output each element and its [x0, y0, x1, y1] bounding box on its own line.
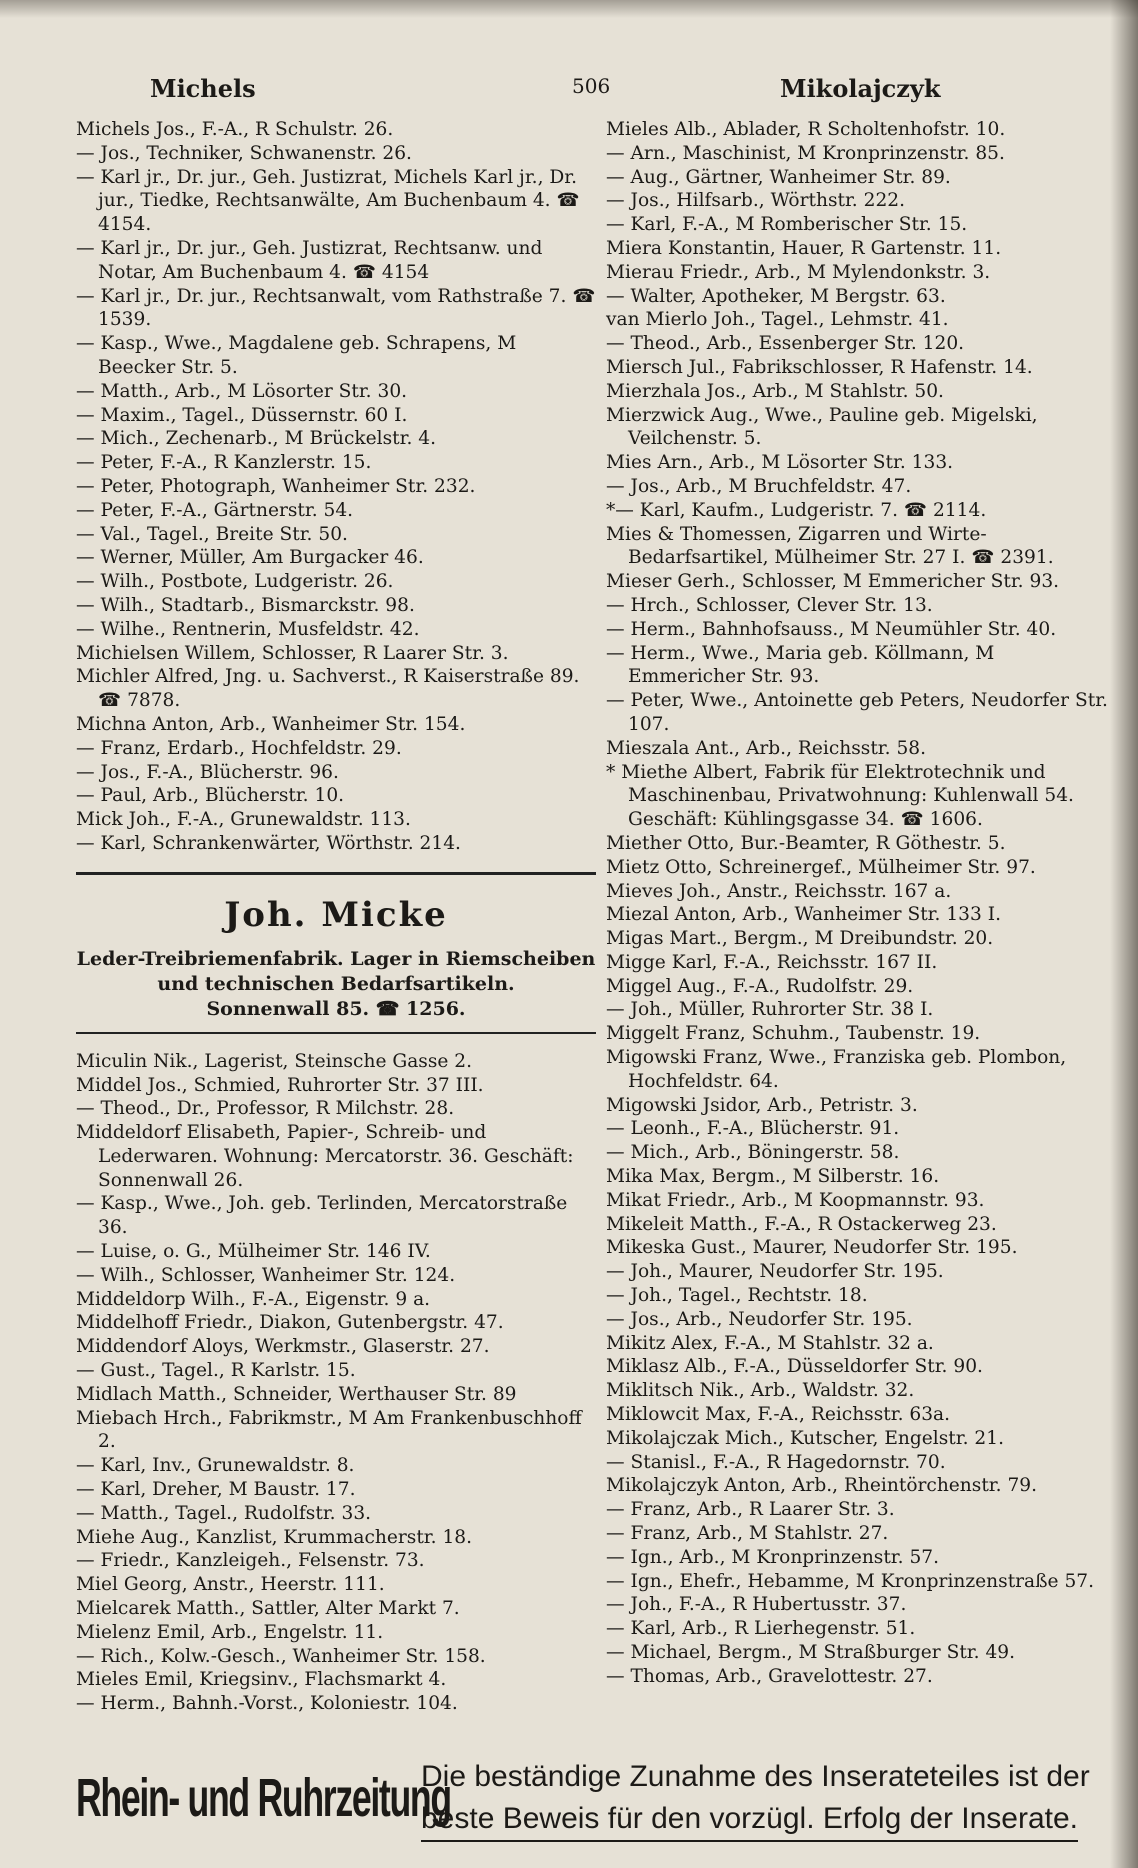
directory-entry: Mika Max, Bergm., M Silberstr. 16.: [606, 1166, 940, 1188]
directory-entry: Migowski Jsidor, Arb., Petristr. 3.: [606, 1094, 918, 1116]
page-number: 506: [572, 74, 611, 98]
directory-entry: Mikeska Gust., Maurer, Neudorfer Str. 195.: [606, 1237, 1018, 1259]
directory-entry: — Jos., Arb., M Bruchfeldstr. 47.: [606, 475, 912, 497]
directory-entry: Mieser Gerh., Schlosser, M Emmericher Str. 93.: [606, 571, 1060, 593]
directory-entry: Midlach Matth., Schneider, Werthauser Str. 89: [76, 1383, 517, 1405]
directory-entry: — Jos., Techniker, Schwanenstr. 26.: [76, 142, 412, 164]
directory-entry: — Matth., Tagel., Rudolfstr. 33.: [76, 1502, 372, 1524]
directory-entry: — Jos., Hilfsarb., Wörthstr. 222.: [606, 190, 906, 212]
directory-entry: — Jos., F.-A., Blücherstr. 96.: [76, 761, 339, 783]
directory-entry: Miggelt Franz, Schuhm., Taubenstr. 19.: [606, 1023, 981, 1045]
directory-entry: Middendorf Aloys, Werkmstr., Glaserstr. 27.: [76, 1336, 490, 1358]
scan-top-shadow: [0, 0, 1138, 18]
left-column: [76, 118, 596, 1716]
directory-entry: — Karl, F.-A., M Romberischer Str. 15.: [606, 214, 968, 236]
directory-entry: — Arn., Maschinist, M Kronprinzenstr. 85.: [606, 142, 1005, 164]
footer-advertisement: [76, 1752, 1116, 1852]
directory-entry: — Herm., Wwe., Maria geb. Köllmann, M Emmericher Str. 93.: [606, 642, 995, 688]
directory-entry: — Leonh., F.-A., Blücherstr. 91.: [606, 1118, 900, 1140]
directory-entry: — Karl, Schrankenwärter, Wörthstr. 214.: [76, 832, 461, 854]
directory-entry: Mietz Otto, Schreinergef., Mülheimer Str. 97.: [606, 856, 1036, 878]
directory-entry: Michielsen Willem, Schlosser, R Laarer Str. 3.: [76, 642, 509, 664]
directory-entry: — Joh., Maurer, Neudorfer Str. 195.: [606, 1261, 944, 1283]
directory-entry: Michna Anton, Arb., Wanheimer Str. 154.: [76, 713, 466, 735]
directory-entry: Migas Mart., Bergm., M Dreibundstr. 20.: [606, 928, 994, 950]
directory-entry: — Theod., Dr., Professor, R Milchstr. 28.: [76, 1098, 455, 1120]
directory-entry: — Joh., Tagel., Rechtstr. 18.: [606, 1285, 868, 1307]
directory-entry: — Karl jr., Dr. jur., Geh. Justizrat, Rechtsanw. und Notar, Am Buchenbaum 4. ☎ 4154: [76, 237, 543, 283]
directory-entry: — Walter, Apotheker, M Bergstr. 63.: [606, 285, 946, 307]
directory-entry: Mikat Friedr., Arb., M Koopmannstr. 93.: [606, 1189, 985, 1211]
directory-entry: — Rich., Kolw.-Gesch., Wanheimer Str. 158.: [76, 1645, 486, 1667]
directory-entry: Miel Georg, Anstr., Heerstr. 111.: [76, 1574, 385, 1596]
directory-entry: — Luise, o. G., Mülheimer Str. 146 IV.: [76, 1241, 431, 1263]
running-header-right: Mikolajczyk: [780, 74, 941, 103]
directory-entry: Miehe Aug., Kanzlist, Krummacherstr. 18.: [76, 1526, 473, 1548]
directory-entry: — Peter, Photograph, Wanheimer Str. 232.: [76, 475, 476, 497]
directory-entry: Mikolajczyk Anton, Arb., Rheintörchenstr. 79.: [606, 1475, 1038, 1497]
directory-entry: Middelhoff Friedr., Diakon, Gutenbergstr. 47.: [76, 1312, 504, 1334]
directory-entry: — Paul, Arb., Blücherstr. 10.: [76, 785, 345, 807]
directory-entry: — Wilh., Schlosser, Wanheimer Str. 124.: [76, 1264, 456, 1286]
directory-entry: Miklitsch Nik., Arb., Waldstr. 32.: [606, 1380, 915, 1402]
directory-entry: — Karl, Dreher, M Baustr. 17.: [76, 1479, 356, 1501]
directory-entry: Miklasz Alb., F.-A., Düsseldorfer Str. 90.: [606, 1356, 983, 1378]
directory-entry: Miculin Nik., Lagerist, Steinsche Gasse 2.: [76, 1050, 473, 1072]
directory-entry: van Mierlo Joh., Tagel., Lehmstr. 41.: [606, 309, 949, 331]
directory-entry: Miebach Hrch., Fabrikmstr., M Am Frankenbuschhoff 2.: [76, 1407, 582, 1453]
footer-slogan-line-1: Die beständige Zunahme des Inserateteiles ist der: [421, 1760, 1090, 1793]
directory-entry: — Karl, Inv., Grunewaldstr. 8.: [76, 1455, 355, 1477]
directory-entry: — Franz, Arb., M Stahlstr. 27.: [606, 1523, 889, 1545]
directory-entry: Mierzhala Jos., Arb., M Stahlstr. 50.: [606, 380, 944, 402]
ad-line-3: Sonnenwall 85. ☎ 1256.: [206, 997, 466, 1020]
directory-entry: — Joh., F.-A., R Hubertusstr. 37.: [606, 1594, 907, 1616]
directory-entry: Miersch Jul., Fabrikschlosser, R Hafenstr. 14.: [606, 356, 1033, 378]
directory-entry: — Karl, Arb., R Lierhegenstr. 51.: [606, 1618, 916, 1640]
directory-entry: — Aug., Gärtner, Wanheimer Str. 89.: [606, 166, 951, 188]
directory-entry: — Stanisl., F.-A., R Hagedornstr. 70.: [606, 1451, 946, 1473]
directory-entry: — Kasp., Wwe., Magdalene geb. Schrapens, M Beecker Str. 5.: [76, 333, 517, 378]
directory-entry: — Maxim., Tagel., Düssernstr. 60 I.: [76, 404, 408, 426]
directory-entry: — Matth., Arb., M Lösorter Str. 30.: [76, 380, 408, 402]
right-column: [606, 118, 1116, 1689]
directory-entry: — Ign., Ehefr., Hebamme, M Kronprinzenstraße 57.: [606, 1570, 1095, 1592]
directory-entry: Mieszala Ant., Arb., Reichsstr. 58.: [606, 737, 927, 759]
directory-entry: — Ign., Arb., M Kronprinzenstr. 57.: [606, 1546, 940, 1568]
directory-entry: Miether Otto, Bur.-Beamter, R Göthestr. 5.: [606, 832, 1006, 854]
directory-entry: Middeldorp Wilh., F.-A., Eigenstr. 9 a.: [76, 1288, 431, 1310]
directory-entry: Mieles Emil, Kriegsinv., Flachsmarkt 4.: [76, 1669, 447, 1691]
right-entries: [606, 118, 1116, 1689]
footer-slogan-line-2: beste Beweis für den vorzügl. Erfolg der Inserate.: [421, 1798, 1078, 1842]
directory-entry: — Franz, Arb., R Laarer Str. 3.: [606, 1499, 895, 1521]
footer-newspaper-name: Rhein- und Ruhrzeitung: [76, 1768, 451, 1828]
directory-entry: — Friedr., Kanzleigeh., Felsenstr. 73.: [76, 1550, 425, 1572]
directory-entry: Migge Karl, F.-A., Reichsstr. 167 II.: [606, 951, 938, 973]
directory-entry: — Werner, Müller, Am Burgacker 46.: [76, 547, 424, 569]
left-entries-top: [76, 118, 596, 856]
directory-entry: Michels Jos., F.-A., R Schulstr. 26.: [76, 119, 394, 140]
directory-entry: Mikolajczak Mich., Kutscher, Engelstr. 21.: [606, 1427, 1005, 1449]
directory-entry: Migowski Franz, Wwe., Franziska geb. Plombon, Hochfeldstr. 64.: [606, 1047, 1067, 1092]
directory-entry: *— Karl, Kaufm., Ludgeristr. 7. ☎ 2114.: [606, 499, 987, 521]
advertisement-micke: [76, 895, 596, 1022]
directory-entry: — Wilh., Stadtarb., Bismarckstr. 98.: [76, 594, 415, 616]
directory-entry: — Mich., Zechenarb., M Brückelstr. 4.: [76, 428, 437, 450]
directory-entry: — Hrch., Schlosser, Clever Str. 13.: [606, 594, 933, 616]
directory-entry: — Jos., Arb., Neudorfer Str. 195.: [606, 1308, 913, 1330]
directory-entry: — Val., Tagel., Breite Str. 50.: [76, 523, 348, 545]
directory-entry: Middeldorf Elisabeth, Papier-, Schreib- und Lederwaren. Wohnung: Mercatorstr. 36. Geschäft: Sonnenwall 26.: [76, 1122, 574, 1191]
directory-entry: Mick Joh., F.-A., Grunewaldstr. 113.: [76, 809, 411, 831]
directory-entry: Mierau Friedr., Arb., M Mylendonkstr. 3.: [606, 261, 991, 283]
directory-entry: — Franz, Erdarb., Hochfeldstr. 29.: [76, 737, 402, 759]
directory-entry: Mielenz Emil, Arb., Engelstr. 11.: [76, 1621, 384, 1643]
directory-entry: Miggel Aug., F.-A., Rudolfstr. 29.: [606, 975, 914, 997]
directory-entry: — Wilh., Postbote, Ludgeristr. 26.: [76, 571, 394, 593]
directory-entry: — Peter, F.-A., R Kanzlerstr. 15.: [76, 452, 372, 474]
ad-rule-top: [76, 872, 596, 875]
directory-entry: — Joh., Müller, Ruhrorter Str. 38 I.: [606, 999, 934, 1021]
running-header-left: Michels: [150, 74, 256, 103]
directory-entry: — Karl jr., Dr. jur., Rechtsanwalt, vom Rathstraße 7. ☎ 1539.: [76, 285, 596, 331]
directory-entry: Miera Konstantin, Hauer, R Gartenstr. 11.: [606, 237, 1002, 259]
directory-entry: Middel Jos., Schmied, Ruhrorter Str. 37 III.: [76, 1074, 484, 1096]
directory-entry: — Gust., Tagel., R Karlstr. 15.: [76, 1360, 356, 1382]
directory-entry: — Kasp., Wwe., Joh. geb. Terlinden, Mercatorstraße 36.: [76, 1193, 568, 1239]
left-entries-bottom: [76, 1050, 596, 1716]
ad-line-1: Leder-Treibriemenfabrik. Lager in Riemscheiben: [76, 947, 596, 970]
directory-entry: — Karl jr., Dr. jur., Geh. Justizrat, Michels Karl jr., Dr. jur., Tiedke, Rechtsanwälte, Am Buchenbaum 4. ☎ 4154.: [76, 166, 580, 236]
directory-entry: * Miethe Albert, Fabrik für Elektrotechnik und Maschinenbau, Privatwohnung: Kuhlenwall 54. Geschäft: Kühlingsgasse 34. ☎ 1606.: [606, 761, 1074, 831]
ad-line-2: und technischen Bedarfsartikeln.: [157, 972, 515, 995]
directory-entry: — Herm., Bahnh.-Vorst., Koloniestr. 104.: [76, 1693, 458, 1715]
directory-entry: Miklowcit Max, F.-A., Reichsstr. 63a.: [606, 1404, 951, 1426]
directory-entry: Mikitz Alex, F.-A., M Stahlstr. 32 a.: [606, 1332, 934, 1354]
directory-entry: Mikeleit Matth., F.-A., R Ostackerweg 23.: [606, 1213, 997, 1235]
directory-entry: Michler Alfred, Jng. u. Sachverst., R Kaiserstraße 89. ☎ 7878.: [76, 666, 580, 712]
directory-entry: Mies Arn., Arb., M Lösorter Str. 133.: [606, 452, 954, 474]
directory-entry: Mieles Alb., Ablader, R Scholtenhofstr. 10.: [606, 119, 1006, 140]
directory-entry: — Peter, F.-A., Gärtnerstr. 54.: [76, 499, 354, 521]
directory-entry: — Thomas, Arb., Gravelottestr. 27.: [606, 1665, 933, 1687]
directory-entry: Mielcarek Matth., Sattler, Alter Markt 7.: [76, 1598, 460, 1620]
directory-entry: — Peter, Wwe., Antoinette geb Peters, Neudorfer Str. 107.: [606, 690, 1108, 735]
directory-entry: — Michael, Bergm., M Straßburger Str. 49.: [606, 1642, 1016, 1663]
directory-entry: Mies & Thomessen, Zigarren und Wirte-Bedarfsartikel, Mülheimer Str. 27 I. ☎ 2391.: [606, 523, 1054, 569]
footer-slogan: [421, 1756, 1111, 1842]
directory-entry: Mieves Joh., Anstr., Reichsstr. 167 a.: [606, 880, 952, 902]
ad-company-name: Joh. Micke: [224, 894, 448, 935]
directory-entry: — Theod., Arb., Essenberger Str. 120.: [606, 333, 965, 355]
directory-entry: — Mich., Arb., Böningerstr. 58.: [606, 1142, 900, 1164]
directory-entry: — Wilhe., Rentnerin, Musfeldstr. 42.: [76, 618, 420, 640]
ad-rule-bottom: [76, 1032, 596, 1034]
directory-entry: Mierzwick Aug., Wwe., Pauline geb. Migelski, Veilchenstr. 5.: [606, 404, 1038, 450]
directory-entry: — Herm., Bahnhofsauss., M Neumühler Str. 40.: [606, 618, 1057, 640]
directory-entry: Miezal Anton, Arb., Wanheimer Str. 133 I.: [606, 904, 1001, 926]
